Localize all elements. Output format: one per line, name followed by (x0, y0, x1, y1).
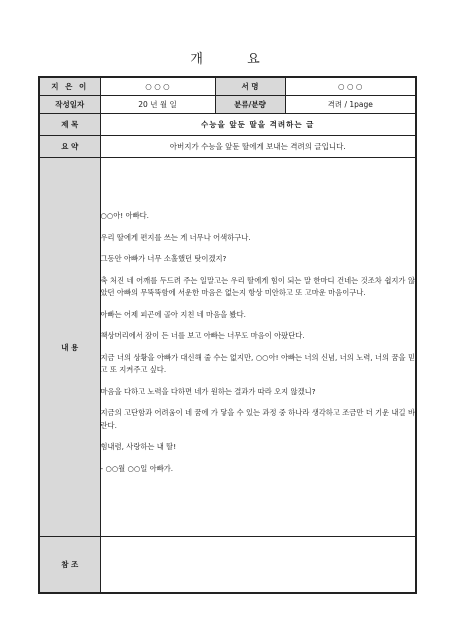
content-paragraph: 우리 딸에게 편지를 쓰는 게 너무나 어색하구나. (100, 232, 251, 242)
content-paragraph: ○○아! 아빠다. (100, 211, 149, 221)
date-value: 20 년 월 일 (100, 95, 215, 113)
subject-value: 수능을 앞둔 딸을 격려하는 글 (100, 113, 416, 135)
summary-row (39, 135, 416, 157)
reference-row (39, 537, 416, 593)
subject-label: 제 목 (39, 113, 100, 135)
content-label: 내 용 (39, 158, 100, 537)
content-paragraph: 지금 너의 상황을 아빠가 대신해 줄 수는 없지만, ○○아! 아빠는 너의 신념, 너의 노력, 너의 꿈을 믿고 또 지켜주고 싶다. (100, 352, 415, 375)
content-paragraph: 마음을 다하고 노력을 다하면 네가 원하는 결과가 따라 오지 않겠니? (100, 386, 316, 396)
content-paragraph: 그동안 아빠가 너무 소홀했던 탓이겠지? (100, 254, 227, 264)
overview-form-table (38, 76, 417, 594)
content-paragraph: 책상머리에서 잠이 든 너를 보고 아빠는 너무도 마음이 아팠단다. (100, 331, 305, 341)
date-label: 작성일자 (39, 95, 100, 113)
date-row (39, 95, 416, 113)
content-paragraph: 축 처진 네 어깨를 두드려 주는 일말고는 우리 딸에게 힘이 되는 말 한마디 건네는 것조차 쉽지가 않았던 아빠의 무뚝뚝함에 서운한 마음은 없는지 항상 미안하고 또 고마운 마음이구나. (100, 275, 415, 298)
reference-label: 참 조 (39, 537, 100, 593)
summary-value: 아버지가 수능을 앞둔 딸에게 보내는 격려의 글입니다. (100, 135, 416, 157)
content-paragraph: 힘내렴, 사랑하는 내 딸! (100, 442, 177, 452)
category-value: 격려 / 1page (285, 95, 416, 113)
content-paragraph: 아빠는 어제 피곤에 골아 지친 네 마음을 봤다. (100, 309, 246, 319)
content-paragraph: - ○○월 ○○일 아빠가. (100, 463, 174, 473)
category-label: 분류/분량 (215, 95, 285, 113)
subject-row (39, 113, 416, 135)
content-paragraph: 지금의 고단함과 어려움이 네 꿈에 가 닿을 수 있는 과정 중 하나라 생각하고 조금만 더 기운 내길 바란다. (100, 408, 415, 430)
author-label: 지 은 이 (39, 77, 100, 95)
content-row (39, 158, 416, 537)
summary-label: 요 약 (39, 135, 100, 157)
content-body (100, 158, 416, 537)
reference-value (100, 537, 416, 593)
author-value: ○ ○ ○ (100, 77, 215, 95)
signature-label: 서 명 (215, 77, 285, 95)
page-title: 개 요 (190, 52, 280, 67)
signature-value: ○ ○ ○ (285, 77, 416, 95)
author-row (39, 77, 416, 95)
